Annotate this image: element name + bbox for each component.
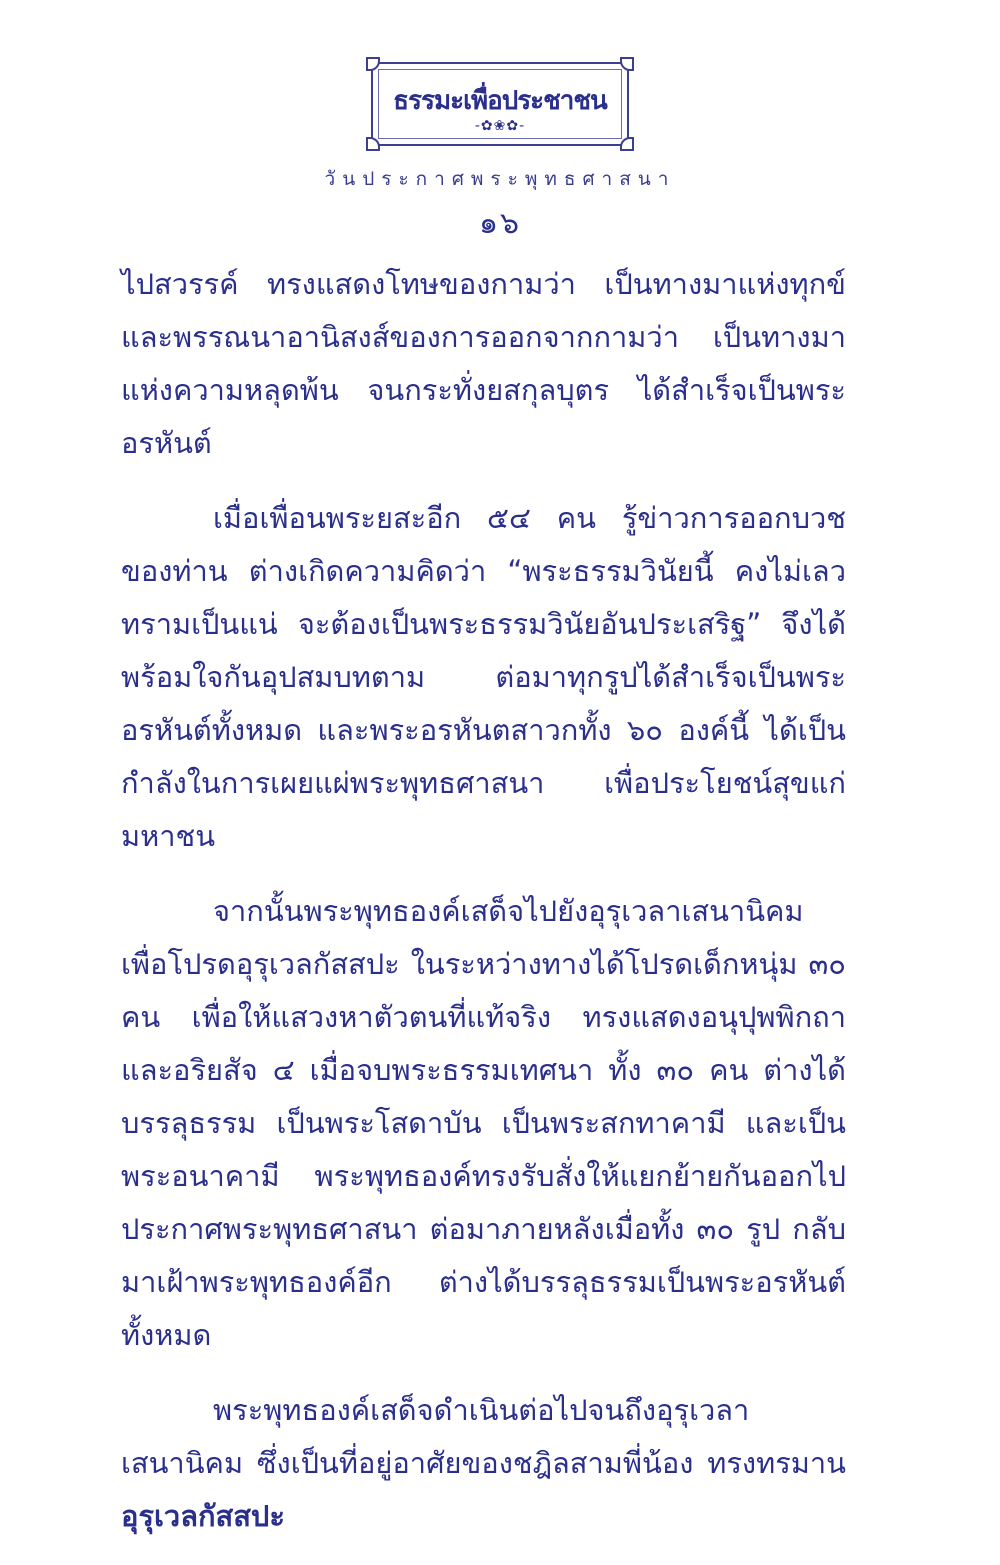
logo-corner-ornament xyxy=(620,137,634,151)
chapter-subtitle: วันประกาศพระพุทธศาสนา xyxy=(324,168,676,190)
paragraph-4-bold-name: อุรุเวลกัสสปะ xyxy=(121,1499,285,1533)
book-logo xyxy=(371,62,629,146)
page-header xyxy=(0,62,1000,247)
paragraph-3: จากนั้นพระพุทธองค์เสด็จไปยังอุรุเวลาเสนานิคม เพื่อโปรดอุรุเวลกัสสปะ ในระหว่างทางได้โปรดเด็กหนุ่ม ๓๐ คน เพื่อให้แสวงหาตัวตนที่แท้จริง ทรงแสดงอนุปุพพิกถา และอริยสัจ ๔ เมื่อจบพระธรรมเทศนา ทั้ง ๓๐ คน ต่างได้บรรลุธรรม เป็นพระโสดาบัน เป็นพระสกทาคามี และเป็นพระอนาคามี พระพุทธองค์ทรงรับสั่งให้แยกย้ายกันออกไปประกาศพระพุทธศาสนา ต่อมาภายหลังเมื่อทั้ง ๓๐ รูป กลับมาเฝ้าพระพุทธองค์อีก ต่างได้บรรลุธรรมเป็นพระอรหันต์ทั้งหมด xyxy=(121,894,846,1352)
logo-corner-ornament xyxy=(366,137,380,151)
logo-corner-ornament xyxy=(620,57,634,71)
logo-ornament-icon: -✿❀✿- xyxy=(474,118,526,134)
logo-title: ธรรมะเพื่อประชาชน xyxy=(393,86,607,116)
paragraph-1: ไปสวรรค์ ทรงแสดงโทษของกามว่า เป็นทางมาแห่งทุกข์ และพรรณนาอานิสงส์ของการออกจากกามว่า เป็นทางมาแห่งความหลุดพ้น จนกระทั่งยสกุลบุตร ได้สำเร็จเป็นพระอรหันต์ xyxy=(121,267,846,460)
page-body xyxy=(121,258,846,1565)
paragraph-2: เมื่อเพื่อนพระยสะอีก ๕๔ คน รู้ข่าวการออกบวชของท่าน ต่างเกิดความคิดว่า “พระธรรมวินัยนี้ คงไม่เลวทรามเป็นแน่ จะต้องเป็นพระธรรมวินัยอันประเสริฐ” จึงได้พร้อมใจกันอุปสมบทตาม ต่อมาทุกรูปได้สำเร็จเป็นพระอรหันต์ทั้งหมด และพระอรหันตสาวกทั้ง ๖๐ องค์นี้ ได้เป็นกำลังในการเผยแผ่พระพุทธศาสนา เพื่อประโยชน์สุขแก่มหาชน xyxy=(121,501,846,853)
page-number: ๑๖ xyxy=(478,206,522,241)
paragraph-4-text: พระพุทธองค์เสด็จดำเนินต่อไปจนถึงอุรุเวลาเสนานิคม ซึ่งเป็นที่อยู่อาศัยของชฎิลสามพี่น้อง ทรงทรมาน xyxy=(121,1393,846,1480)
logo-corner-ornament xyxy=(366,57,380,71)
paragraph-4 xyxy=(121,1384,846,1543)
